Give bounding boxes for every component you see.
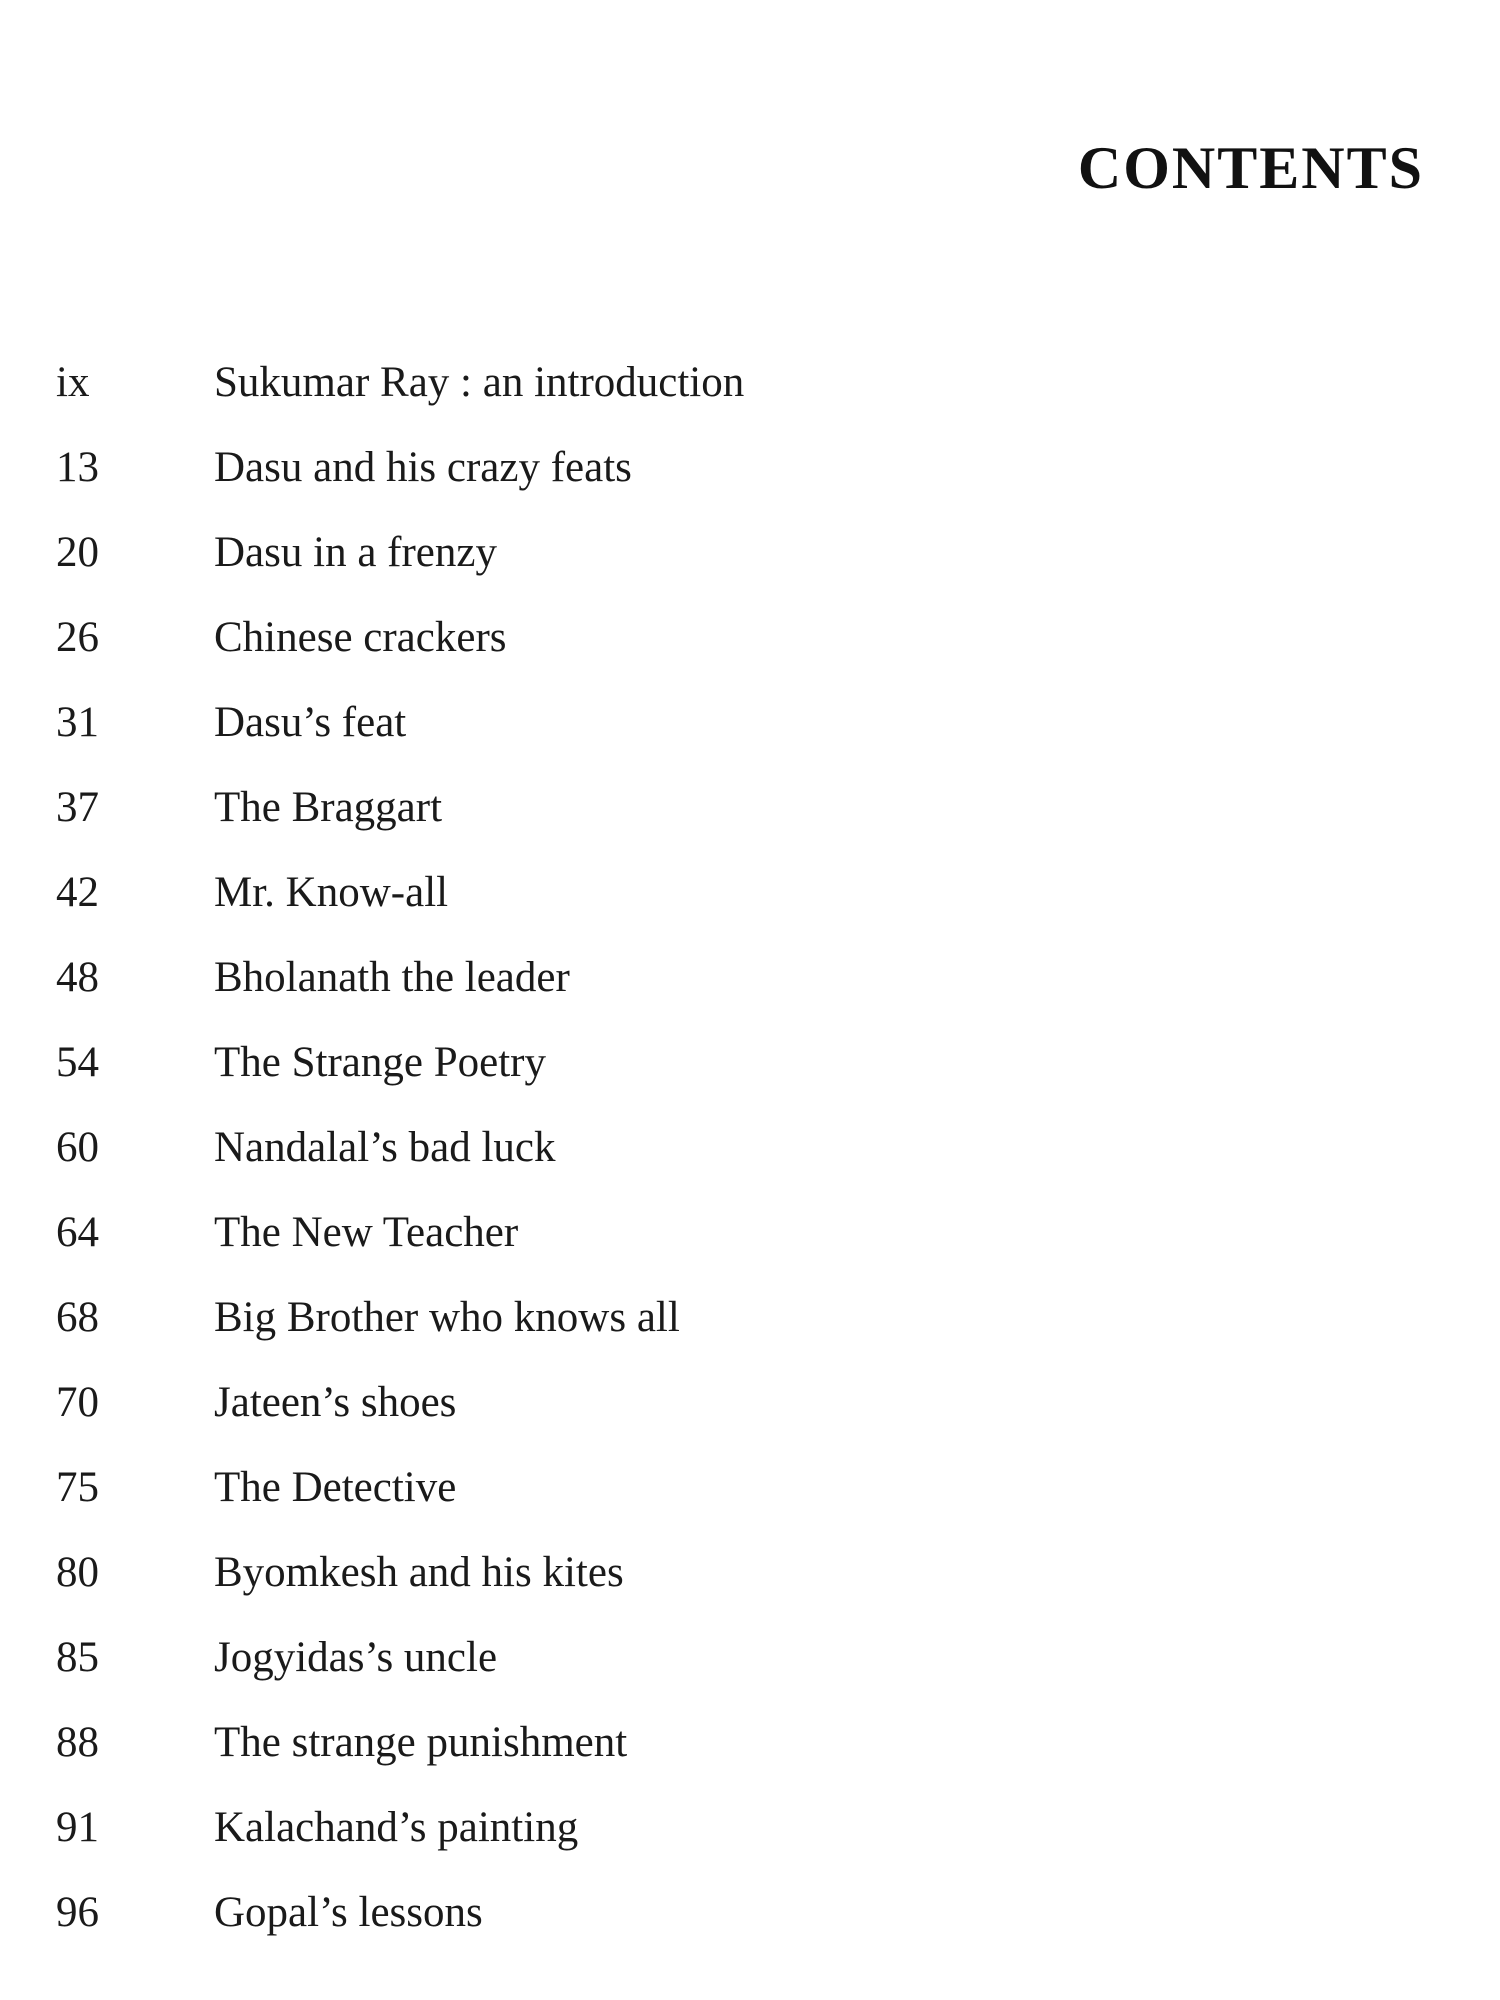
toc-entry[interactable] — [56, 340, 1356, 425]
toc-entry[interactable] — [56, 1020, 1356, 1105]
toc-entry[interactable] — [56, 1360, 1356, 1445]
toc-entry[interactable] — [56, 595, 1356, 680]
toc-page-number: 70 — [56, 1379, 99, 1426]
toc-entry-title: Gopal’s lessons — [214, 1889, 483, 1936]
toc-entry[interactable] — [56, 510, 1356, 595]
toc-entry[interactable] — [56, 935, 1356, 1020]
toc-entry[interactable] — [56, 1105, 1356, 1190]
toc-entry-title: Sukumar Ray : an introduction — [214, 359, 745, 406]
toc-entry-title: The Detective — [214, 1464, 457, 1511]
toc-page-number: 54 — [56, 1039, 99, 1086]
toc-entry[interactable] — [56, 1700, 1356, 1785]
toc-entry-title: Chinese crackers — [214, 614, 507, 661]
toc-page-number: 31 — [56, 699, 99, 746]
toc-entry-title: Nandalal’s bad luck — [214, 1124, 556, 1171]
toc-entry[interactable] — [56, 850, 1356, 935]
toc-entry-title: Dasu and his crazy feats — [214, 444, 632, 491]
toc-entry-title: Jogyidas’s uncle — [214, 1634, 498, 1681]
toc-entry-title: Kalachand’s painting — [214, 1804, 579, 1851]
toc-page-number: 96 — [56, 1889, 99, 1936]
toc-entry-title: Bholanath the leader — [214, 954, 570, 1001]
toc-entry-title: The Strange Poetry — [214, 1039, 546, 1086]
toc-entry-title: Dasu in a frenzy — [214, 529, 497, 576]
toc-page-number: 88 — [56, 1719, 99, 1766]
toc-page-number: 42 — [56, 869, 99, 916]
toc-entry-title: Dasu’s feat — [214, 699, 407, 746]
toc-page-number: 64 — [56, 1209, 99, 1256]
toc-page-number: 26 — [56, 614, 99, 661]
toc-page-number: 48 — [56, 954, 99, 1001]
toc-entry-title: Big Brother who knows all — [214, 1294, 680, 1341]
toc-page-number: 68 — [56, 1294, 99, 1341]
toc-entry[interactable] — [56, 1785, 1356, 1870]
toc-page-number: 37 — [56, 784, 99, 831]
toc-entry[interactable] — [56, 680, 1356, 765]
toc-entry[interactable] — [56, 425, 1356, 510]
toc-entry[interactable] — [56, 1530, 1356, 1615]
toc-page-number: 75 — [56, 1464, 99, 1511]
page-title: CONTENTS — [1077, 135, 1424, 201]
toc-entry-title: The New Teacher — [214, 1209, 519, 1256]
table-of-contents — [56, 340, 1356, 1955]
toc-entry[interactable] — [56, 1445, 1356, 1530]
toc-page-number: 20 — [56, 529, 99, 576]
toc-entry-title: The strange punishment — [214, 1719, 628, 1766]
toc-entry[interactable] — [56, 1190, 1356, 1275]
toc-page-number: 60 — [56, 1124, 99, 1171]
toc-page-number: ix — [56, 359, 90, 406]
toc-entry[interactable] — [56, 765, 1356, 850]
toc-page-number: 85 — [56, 1634, 99, 1681]
toc-page-number: 91 — [56, 1804, 99, 1851]
toc-page-number: 80 — [56, 1549, 99, 1596]
toc-entry-title: Jateen’s shoes — [214, 1379, 457, 1426]
toc-entry[interactable] — [56, 1275, 1356, 1360]
toc-entry-title: The Braggart — [214, 784, 443, 831]
toc-entry-title: Mr. Know-all — [214, 869, 449, 916]
toc-page-number: 13 — [56, 444, 99, 491]
toc-entry[interactable] — [56, 1615, 1356, 1700]
toc-entry-title: Byomkesh and his kites — [214, 1549, 624, 1596]
toc-entry[interactable] — [56, 1870, 1356, 1955]
